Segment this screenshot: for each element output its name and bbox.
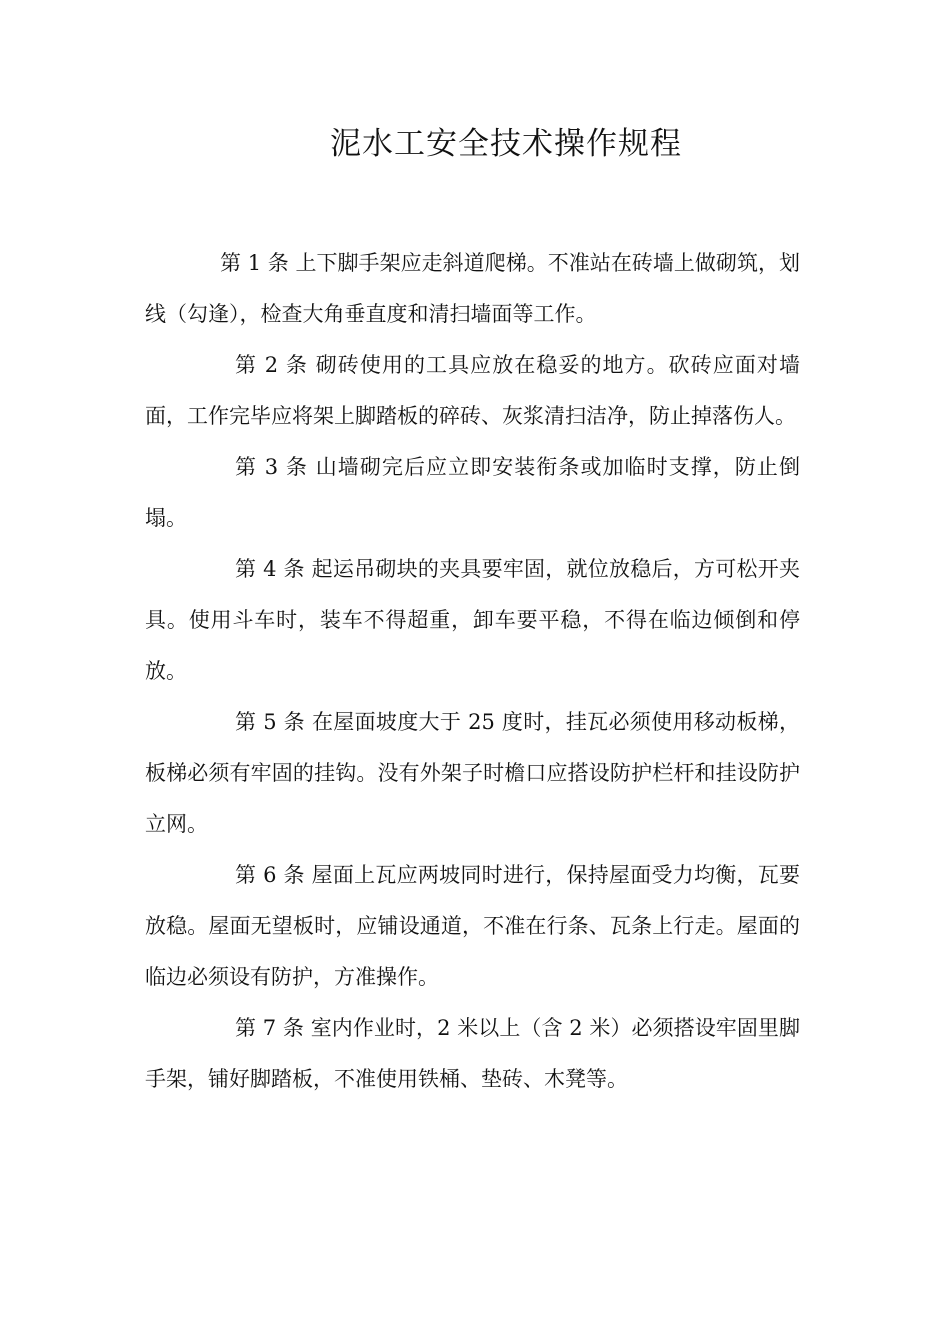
article-2: 第 2 条 砌砖使用的工具应放在稳妥的地方。砍砖应面对墙面，工作完毕应将架上脚踏板的碎砖、灰浆清扫洁净，防止掉落伤人。 xyxy=(145,353,800,428)
document-body xyxy=(145,238,800,1105)
article-5: 第 5 条 在屋面坡度大于 25 度时，挂瓦必须使用移动板梯，板梯必须有牢固的挂钩。没有外架子时檐口应搭设防护栏杆和挂设防护立网。 xyxy=(145,710,800,836)
article-3: 第 3 条 山墙砌完后应立即安装衔条或加临时支撑，防止倒塌。 xyxy=(145,455,800,530)
article-7: 第 7 条 室内作业时，2 米以上（含 2 米）必须搭设牢固里脚手架，铺好脚踏板，不准使用铁桶、垫砖、木凳等。 xyxy=(145,1016,800,1091)
article-6: 第 6 条 屋面上瓦应两坡同时进行，保持屋面受力均衡，瓦要放稳。屋面无望板时，应铺设通道，不准在行条、瓦条上行走。屋面的临边必须设有防护，方准操作。 xyxy=(145,863,800,989)
article-4: 第 4 条 起运吊砌块的夹具要牢固，就位放稳后，方可松开夹具。使用斗车时，装车不得超重，卸车要平稳，不得在临边倾倒和停放。 xyxy=(145,557,800,683)
article-1: 第 1 条 上下脚手架应走斜道爬梯。不准站在砖墙上做砌筑，划线（勾逢），检查大角垂直度和清扫墙面等工作。 xyxy=(145,251,800,326)
document-title: 泥水工安全技术操作规程 xyxy=(330,126,682,162)
